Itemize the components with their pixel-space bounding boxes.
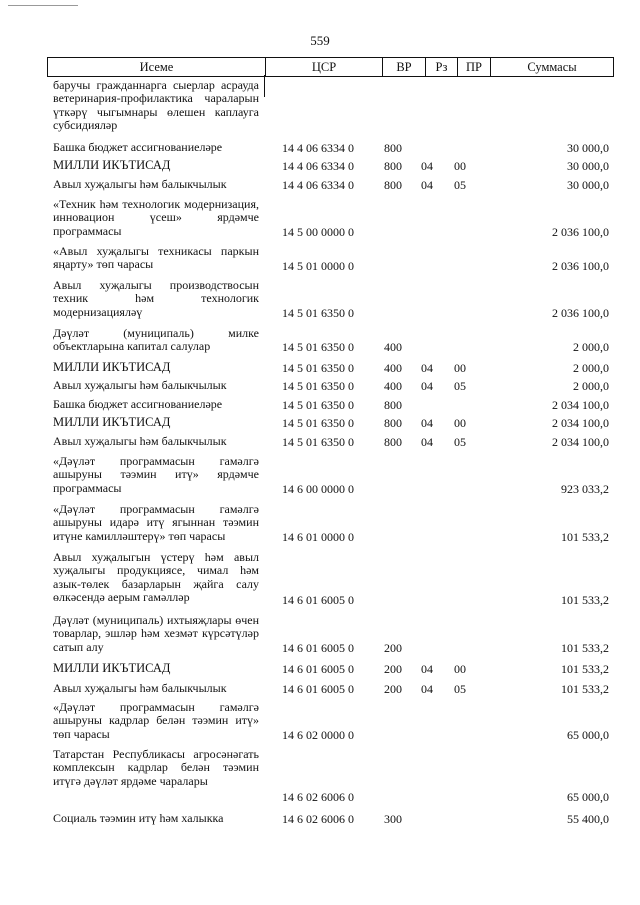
table-row <box>47 812 612 826</box>
row-vr: 800 <box>384 415 402 430</box>
row-name: МИЛЛИ ИКЪТИСАД <box>53 360 171 374</box>
row-csr: 14 4 06 6334 0 <box>282 177 354 192</box>
table-row <box>47 748 612 804</box>
row-name: МИЛЛИ ИКЪТИСАД <box>53 158 171 172</box>
row-vr: 400 <box>384 339 402 354</box>
row-name: Башка бюджет ассигнованиеләре <box>53 397 223 411</box>
row-csr: 14 5 01 6350 0 <box>282 360 354 375</box>
table-row <box>47 198 612 239</box>
row-name: «Авыл хуҗалыгы техникасы паркын яңарту» төп чарасы <box>53 244 259 272</box>
table-row <box>47 435 612 449</box>
row-vr: 800 <box>384 158 402 173</box>
row-name: МИЛЛИ ИКЪТИСАД <box>53 661 171 675</box>
row-vr: 400 <box>384 378 402 393</box>
row-sum: 101 533,2 <box>561 681 609 696</box>
table-row <box>47 416 612 430</box>
row-csr: 14 6 01 6005 0 <box>282 592 354 607</box>
row-csr: 14 6 01 6005 0 <box>282 661 354 676</box>
row-vr: 800 <box>384 140 402 155</box>
row-name: «Дәүләт программасын гамәлгә ашыруны тәэмин итү» ярдәмче программасы <box>53 454 259 495</box>
row-sum: 65 000,0 <box>567 727 609 742</box>
header-pr: ПР <box>458 58 491 76</box>
table-row <box>47 141 612 155</box>
row-csr: 14 5 01 6350 0 <box>282 305 354 320</box>
row-csr: 14 5 01 6350 0 <box>282 378 354 393</box>
row-name: Авыл хуҗалыгын үстерү һәм авыл хуҗалыгы продукциясе, чимал һәм азык-төлек базарларын җайга салу өлкәсендә аерым гамәлләр <box>53 550 259 604</box>
row-csr: 14 6 02 6006 0 <box>282 789 354 804</box>
row-csr: 14 5 01 0000 0 <box>282 258 354 273</box>
row-rz: 04 <box>421 378 433 393</box>
row-csr: 14 6 01 0000 0 <box>282 529 354 544</box>
row-name: Башка бюджет ассигнованиеләре <box>53 140 223 154</box>
table-row <box>47 682 612 696</box>
row-pr: 00 <box>454 661 466 676</box>
row-csr: 14 5 01 6350 0 <box>282 397 354 412</box>
row-name: Татарстан Республикасы агросәнәгать комплексын кадрлар белән тәэмин итүгә дәүләт ярдәме чаралары <box>53 747 259 788</box>
table-row <box>47 551 612 607</box>
row-sum: 2 000,0 <box>573 378 609 393</box>
row-sum: 30 000,0 <box>567 140 609 155</box>
row-rz: 04 <box>421 177 433 192</box>
row-csr: 14 6 00 0000 0 <box>282 481 354 496</box>
table-row <box>47 361 612 375</box>
row-pr: 00 <box>454 360 466 375</box>
row-name: Авыл хуҗалыгы һәм балыкчылык <box>53 378 227 392</box>
row-sum: 30 000,0 <box>567 177 609 192</box>
row-pr: 00 <box>454 158 466 173</box>
row-name: Дәүләт (муниципаль) милке объектларына капитал салулар <box>53 326 259 354</box>
table-row <box>47 79 612 132</box>
row-name: «Дәүләт программасын гамәлгә ашыруны идарә итү ягыннан тәэмин итүне камилләштерү» төп чарасы <box>53 502 259 543</box>
row-rz: 04 <box>421 415 433 430</box>
row-name: Авыл хуҗалыгы һәм балыкчылык <box>53 434 227 448</box>
header-rz: Рз <box>426 58 458 76</box>
table-row <box>47 455 612 496</box>
row-sum: 101 533,2 <box>561 529 609 544</box>
row-csr: 14 5 01 6350 0 <box>282 434 354 449</box>
row-name: МИЛЛИ ИКЪТИСАД <box>53 415 171 429</box>
header-csr: ЦСР <box>266 58 383 76</box>
row-csr: 14 5 01 6350 0 <box>282 415 354 430</box>
row-rz: 04 <box>421 158 433 173</box>
table-row <box>47 398 612 412</box>
row-csr: 14 6 01 6005 0 <box>282 681 354 696</box>
row-sum: 55 400,0 <box>567 811 609 826</box>
table-row <box>47 178 612 192</box>
table-row <box>47 159 612 173</box>
row-pr: 05 <box>454 681 466 696</box>
row-vr: 200 <box>384 681 402 696</box>
row-pr: 05 <box>454 177 466 192</box>
row-pr: 05 <box>454 378 466 393</box>
row-csr: 14 4 06 6334 0 <box>282 140 354 155</box>
row-name: «Дәүләт программасын гамәлгә ашыруны кадрлар белән тәэмин итү» төп чарасы <box>53 700 259 741</box>
row-pr: 05 <box>454 434 466 449</box>
table-row <box>47 327 612 354</box>
row-csr: 14 6 02 6006 0 <box>282 811 354 826</box>
row-csr: 14 4 06 6334 0 <box>282 158 354 173</box>
table-row <box>47 614 612 655</box>
row-name: баручы гражданнарга сыерлар асрауда ветеринария-профилактика чараларын үткәрү чыгымнары өлешен каплауга субсидияләр <box>53 78 259 132</box>
row-name: Авыл хуҗалыгы производствосын техник һәм технологик модернизацияләү <box>53 278 259 319</box>
row-name: Авыл хуҗалыгы һәм балыкчылык <box>53 681 227 695</box>
row-name: Социаль тәэмин итү һәм халыкка <box>53 811 224 825</box>
row-sum: 101 533,2 <box>561 640 609 655</box>
table-row <box>47 662 612 676</box>
header-name: Исеме <box>48 58 266 76</box>
row-csr: 14 5 01 6350 0 <box>282 339 354 354</box>
row-vr: 200 <box>384 640 402 655</box>
header-sum: Суммасы <box>527 60 577 74</box>
row-sum: 923 033,2 <box>561 481 609 496</box>
table-row <box>47 701 612 742</box>
row-sum: 2 034 100,0 <box>552 434 609 449</box>
row-vr: 200 <box>384 661 402 676</box>
row-vr: 400 <box>384 360 402 375</box>
row-csr: 14 5 00 0000 0 <box>282 224 354 239</box>
top-rule <box>8 5 78 6</box>
row-vr: 800 <box>384 177 402 192</box>
row-sum: 2 036 100,0 <box>552 305 609 320</box>
row-sum: 101 533,2 <box>561 661 609 676</box>
row-sum: 2 000,0 <box>573 360 609 375</box>
row-name: «Техник һәм технологик модернизация, инновацион үсеш» ярдәмче программасы <box>53 197 259 238</box>
page-number: 559 <box>310 33 330 48</box>
table-row <box>47 379 612 393</box>
row-csr: 14 6 01 6005 0 <box>282 640 354 655</box>
row-sum: 2 036 100,0 <box>552 258 609 273</box>
header-vr: ВР <box>383 58 426 76</box>
row-sum: 2 000,0 <box>573 339 609 354</box>
table-row <box>47 503 612 544</box>
row-rz: 04 <box>421 681 433 696</box>
row-csr: 14 6 02 0000 0 <box>282 727 354 742</box>
row-rz: 04 <box>421 434 433 449</box>
table-row <box>47 279 612 320</box>
row-name: Дәүләт (муниципаль) ихтыяҗлары өчен товарлар, эшләр һәм хезмәт күрсәтүләр сатып алу <box>53 613 259 654</box>
row-sum: 30 000,0 <box>567 158 609 173</box>
table-row <box>47 245 612 273</box>
table-header <box>47 57 614 77</box>
row-vr: 300 <box>384 811 402 826</box>
row-rz: 04 <box>421 661 433 676</box>
row-sum: 2 034 100,0 <box>552 397 609 412</box>
row-vr: 800 <box>384 397 402 412</box>
row-sum: 2 034 100,0 <box>552 415 609 430</box>
row-vr: 800 <box>384 434 402 449</box>
row-sum: 2 036 100,0 <box>552 224 609 239</box>
row-rz: 04 <box>421 360 433 375</box>
row-sum: 65 000,0 <box>567 789 609 804</box>
row-name: Авыл хуҗалыгы һәм балыкчылык <box>53 177 227 191</box>
row-pr: 00 <box>454 415 466 430</box>
row-sum: 101 533,2 <box>561 592 609 607</box>
